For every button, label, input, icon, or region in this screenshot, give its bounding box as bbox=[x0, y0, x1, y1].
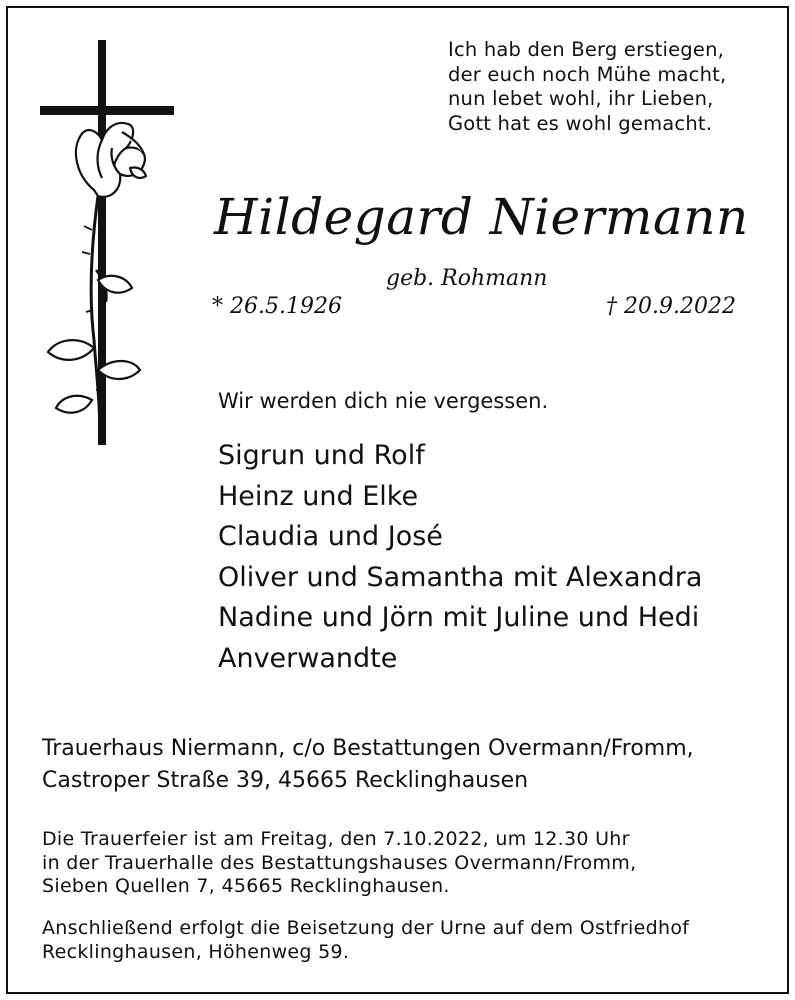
burial-line: Recklinghausen, Höhenweg 59. bbox=[42, 940, 350, 963]
burial-info bbox=[42, 917, 689, 964]
mourning-house-address bbox=[42, 733, 694, 796]
birth-date: * 26.5.1926 bbox=[212, 294, 342, 319]
address-line: Castroper Straße 39, 45665 Recklinghausen bbox=[42, 767, 529, 793]
service-line: Die Trauerfeier ist am Freitag, den 7.10.2022, um 12.30 Uhr bbox=[42, 828, 630, 850]
mourner-entry: Sigrun und Rolf bbox=[218, 440, 425, 471]
farewell-phrase: Wir werden dich nie vergessen. bbox=[218, 389, 549, 413]
mourner-entry: Oliver und Samantha mit Alexandra bbox=[218, 561, 703, 593]
service-line: in der Trauerhalle des Bestattungshauses Overmann/Fromm, bbox=[42, 851, 637, 874]
poem-line: Ich hab den Berg erstiegen, bbox=[448, 38, 725, 61]
maiden-name: geb. Rohmann bbox=[386, 266, 548, 291]
cross-with-rose-icon bbox=[36, 40, 186, 450]
mourner-entry: Heinz und Elke bbox=[218, 480, 419, 512]
service-line: Sieben Quellen 7, 45665 Recklinghausen. bbox=[42, 875, 450, 897]
mourner-entry: Nadine und Jörn mit Juline und Hedi bbox=[218, 602, 700, 633]
poem-line: Gott hat es wohl gemacht. bbox=[448, 111, 713, 135]
deceased-name: Hildegard Niermann bbox=[214, 188, 749, 246]
mourners-list bbox=[218, 436, 702, 679]
mourner-entry: Claudia und José bbox=[218, 521, 443, 552]
poem bbox=[448, 38, 768, 136]
poem-line: der euch noch Mühe macht, bbox=[448, 62, 727, 86]
funeral-service-info bbox=[42, 828, 636, 899]
death-date: † 20.9.2022 bbox=[606, 294, 736, 319]
address-line: Trauerhaus Niermann, c/o Bestattungen Overmann/Fromm, bbox=[42, 736, 694, 761]
burial-line: Anschließend erfolgt die Beisetzung der Urne auf dem Ostfriedhof bbox=[42, 917, 690, 939]
poem-line: nun lebet wohl, ihr Lieben, bbox=[448, 87, 714, 110]
mourner-entry: Anverwandte bbox=[218, 642, 398, 674]
